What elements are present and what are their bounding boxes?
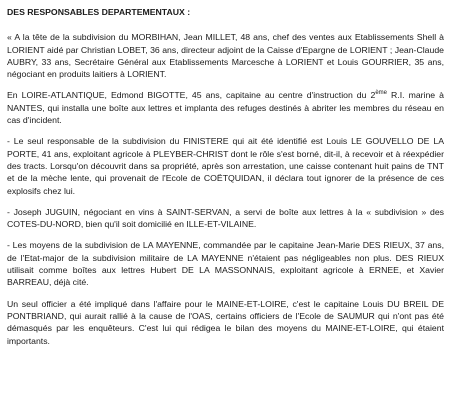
paragraph-maine-et-loire: Un seul officier a été impliqué dans l'affaire pour le MAINE-ET-LOIRE, c'est le capitaine Louis DU BREIL DE PONTBRIAND, qui aurait rallié à la cause de l'OAS, certains officiers de l'Ecole de SAUMUR qui n'ont pas été démasqués par les enquêteurs. C'est lui qui rédigea le bilan des moyens du MAINE-ET-LOIRE, qui étaient importants. (7, 298, 444, 346)
paragraph-cotes-du-nord: - Joseph JUGUIN, négociant en vins à SAINT-SERVAN, a servi de boîte aux lettres à la « subdivision » des COTES-DU-NORD, bien qu'il soit domicilié en ILLE-ET-VILAINE. (7, 206, 444, 230)
ordinal-superscript: ème (375, 90, 388, 97)
section-heading: DES RESPONSABLES DEPARTEMENTAUX : (7, 7, 191, 17)
paragraph-mayenne: - Les moyens de la subdivision de LA MAYENNE, commandée par le capitaine Jean-Marie DES RIEUX, 37 ans, de l'Etat-major de la subdivision militaire de LA MAYENNE n'étaient pas négligeables non plus. DES RIEUX utilisait comme boîtes aux lettres Hubert DE LA MASSONNAIS, exploitant agricole à ERNEE, et Xavier BARREAU, déjà cité. (7, 240, 444, 288)
paragraph-finistere: - Le seul responsable de la subdivision du FINISTERE qui ait été identifié est Louis LE GOUVELLO DE LA PORTE, 41 ans, exploitant agricole à PLEYBER-CHRIST dont le rôle s'est borné, dit-il, à recevoir et à réexpédier des tracts. Lorsqu'on découvrit dans sa propriété, après son arrestation, une caisse contenant huit pains de TNT et de la mèche lente, qui provenait de l'Ecole de COËTQUIDAN, il déclara tout ignorer de la présence de ces explosifs chez lui. (7, 136, 444, 196)
loire-text-start: En LOIRE-ATLANTIQUE, Edmond BIGOTTE, 45 ans, capitaine au centre d'instruction du 2 (7, 90, 376, 101)
loire-text-end: R.I. marine à NANTES, qui installa une boîte aux lettres et implanta des refuges destinés à abriter les membres du réseau en cas d'incident. (7, 90, 444, 126)
paragraph-loire-atlantique (7, 89, 444, 126)
paragraph-morbihan: « A la tête de la subdivision du MORBIHAN, Jean MILLET, 48 ans, chef des ventes aux Etablissements Shell à LORIENT aidé par Christian LOBET, 36 ans, directeur adjoint de la Caisse d'Epargne de LORIENT ; Jean-Claude AUBRY, 33 ans, Secrétaire Général aux Etablissements Marcesche à LORIENT et Louis GOURRIER, 35 ans, négociant en produits laitiers à LORIENT. (7, 32, 444, 80)
